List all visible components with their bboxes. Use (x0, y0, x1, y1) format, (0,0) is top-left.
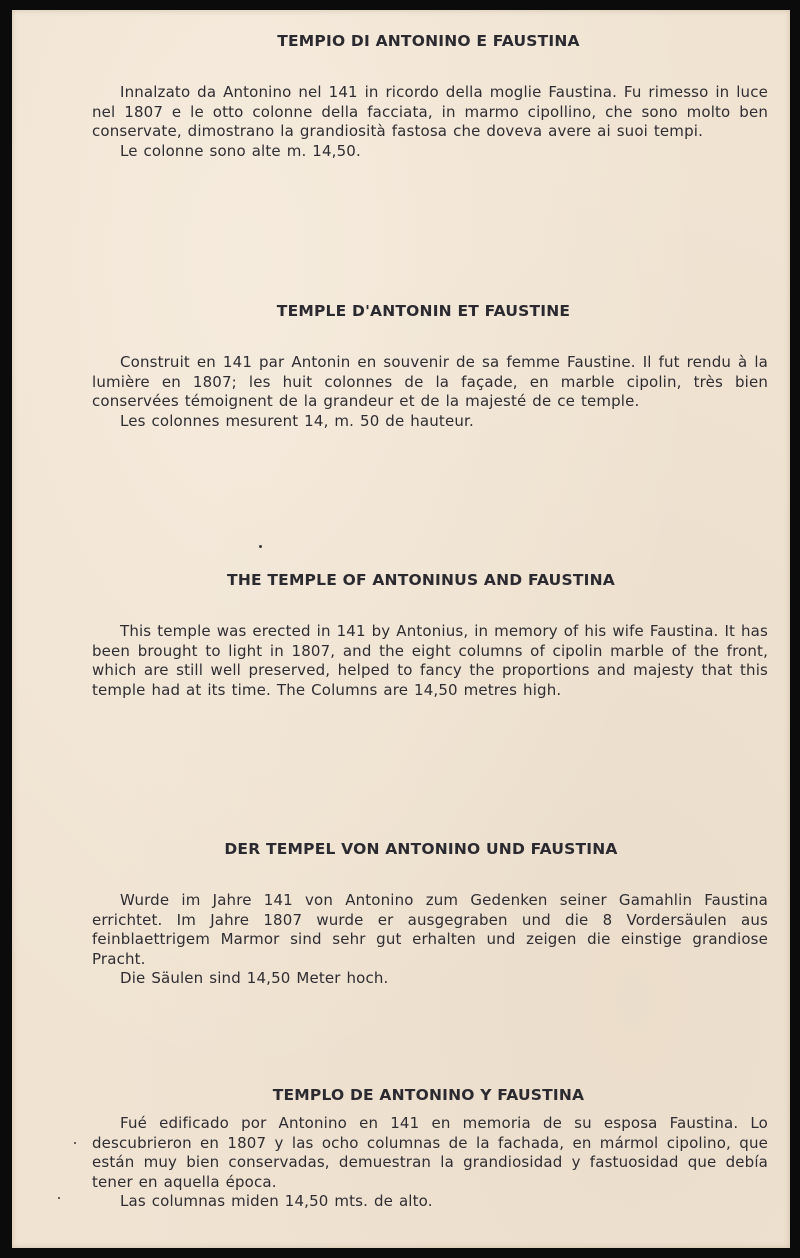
section-note: Die Säulen sind 14,50 Meter hoch. (120, 969, 389, 988)
paper-speck (259, 545, 262, 548)
section-title: TEMPLO DE ANTONINO Y FAUSTINA (272, 1086, 585, 1104)
section-english (12, 571, 790, 700)
section-note: Las columnas miden 14,50 mts. de alto. (120, 1192, 433, 1211)
section-italian (12, 32, 790, 161)
section-paragraph: Fué edificado por Antonino en 141 en memoria de su esposa Faustina. Lo descubrieron en 1807 y las ocho columnas de la fachada, en mármol cipolino, que están muy bien conservadas, demuestran la grandiosidad y fastuosidad que debía tener en aquella época. (92, 1114, 768, 1191)
section-paragraph: Construit en 141 par Antonin en souvenir de sa femme Faustine. Il fut rendu à la lumière en 1807; les huit colonnes de la façade, en marble cipolin, très bien conservées témoignent de la grandeur et de la majesté de ce temple. (92, 353, 768, 411)
section-spanish (12, 1086, 790, 1212)
section-title: DER TEMPEL VON ANTONINO UND FAUSTINA (224, 840, 618, 858)
paper-speck (74, 1142, 76, 1144)
section-title: TEMPIO DI ANTONINO E FAUSTINA (277, 32, 580, 50)
section-paragraph: This temple was erected in 141 by Antonius, in memory of his wife Faustina. It has been brought to light in 1807, and the eight columns of cipolin marble of the front, which are still well preserved, helped to fancy the proportions and majesty that this temple had at its time. The Columns are 14,50 metres high. (92, 622, 768, 699)
section-paragraph: Innalzato da Antonino nel 141 in ricordo della moglie Faustina. Fu rimesso in luce nel 1807 e le otto colonne della facciata, in marmo cipollino, che sono molto ben conservate, dimostrano la grandiosità fastosa che doveva avere ai suoi tempi. (92, 83, 768, 141)
paper-speck (58, 1197, 60, 1199)
section-title: TEMPLE D'ANTONIN ET FAUSTINE (276, 302, 571, 320)
section-paragraph: Wurde im Jahre 141 von Antonino zum Gedenken seiner Gamahlin Faustina errichtet. Im Jahre 1807 wurde er ausgegraben und die 8 Vordersäulen aus feinblaettrigem Marmor sind sehr gut erhalten und zeigen die einstige grandiose Pracht. (92, 891, 768, 968)
section-note: Le colonne sono alte m. 14,50. (120, 141, 361, 160)
document-page (12, 10, 790, 1248)
section-german (12, 840, 790, 989)
section-french (12, 302, 790, 431)
section-title: THE TEMPLE OF ANTONINUS AND FAUSTINA (227, 571, 615, 589)
section-note: Les colonnes mesurent 14, m. 50 de hauteur. (120, 411, 474, 430)
